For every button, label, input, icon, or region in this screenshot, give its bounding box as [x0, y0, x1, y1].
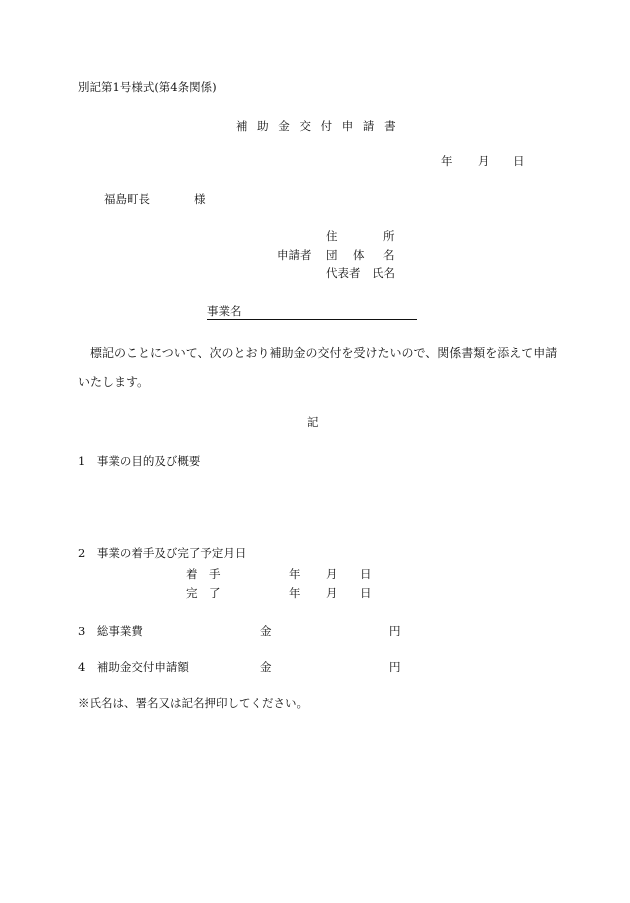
body-text-line2: いたします。 — [78, 375, 150, 389]
item1-purpose: 1 事業の目的及び概要 — [78, 454, 201, 468]
item3-kin: 金 — [260, 624, 272, 638]
applicant-role-label: 申請者 — [277, 248, 312, 262]
finish-year: 年 — [289, 586, 301, 600]
start-day: 日 — [360, 567, 372, 581]
start-label-a: 着 — [186, 567, 198, 581]
start-month: 月 — [326, 567, 338, 581]
date-month: 月 — [478, 154, 490, 168]
form-number-label: 別記第1号様式(第4条関係) — [78, 80, 217, 94]
start-year: 年 — [289, 567, 301, 581]
finish-month: 月 — [326, 586, 338, 600]
rep-name-label: 氏名 — [372, 266, 395, 280]
org-label-c: 名 — [383, 248, 395, 262]
org-label-b: 体 — [353, 248, 365, 262]
org-label-a: 団 — [326, 248, 338, 262]
address-label-b: 所 — [383, 229, 395, 243]
item3-yen: 円 — [389, 624, 401, 638]
rep-label: 代表者 — [326, 266, 361, 280]
finish-label-b: 了 — [209, 586, 221, 600]
ki-heading: 記 — [307, 415, 319, 429]
address-label-a: 住 — [326, 229, 338, 243]
addressee-name: 福島町長 — [104, 192, 150, 206]
addressee-honorific: 様 — [194, 192, 206, 206]
start-label-b: 手 — [209, 567, 221, 581]
item4-kin: 金 — [260, 660, 272, 674]
document-title: 補 助 金 交 付 申 請 書 — [236, 119, 399, 133]
item4-label: 4 補助金交付申請額 — [78, 660, 189, 674]
finish-label-a: 完 — [186, 586, 198, 600]
signature-note: ※氏名は、署名又は記名押印してください。 — [78, 696, 308, 710]
item4-yen: 円 — [389, 660, 401, 674]
item2-label: 2 事業の着手及び完了予定月日 — [78, 546, 247, 560]
item3-label: 3 総事業費 — [78, 624, 143, 638]
finish-day: 日 — [360, 586, 372, 600]
project-name-underline — [207, 319, 417, 320]
project-name-label: 事業名 — [207, 304, 242, 318]
body-text-line1: 標記のことについて、次のとおり補助金の交付を受けたいので、関係書類を添えて申請 — [90, 346, 558, 360]
date-year: 年 — [441, 154, 453, 168]
date-day: 日 — [513, 154, 525, 168]
